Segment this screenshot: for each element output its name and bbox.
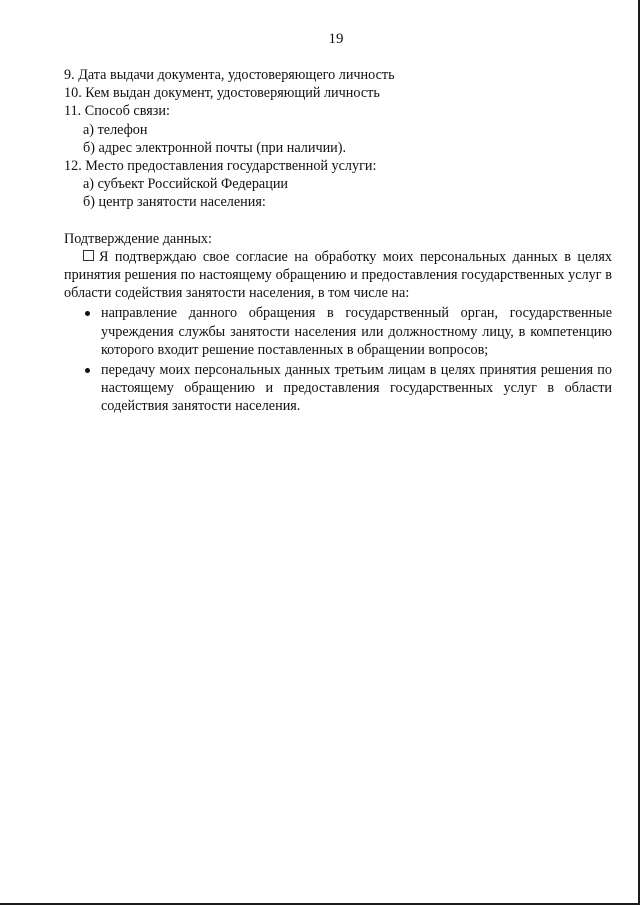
field-item-9: 9. Дата выдачи документа, удостоверяющего личность (64, 67, 395, 83)
consent-text: Я подтверждаю свое согласие на обработку моих персональных данных в целях принятия решения по настоящему обращению и предоставления государственных услуг в области содействия занятости населения, в том числе на: (64, 248, 612, 302)
bullet-icon (85, 368, 90, 373)
list-item (64, 361, 612, 416)
bullet-text: передачу моих персональных данных третьим лицам в целях принятия решения по настоящему обращению и предоставления государственных услуг в области содействия занятости населения. (101, 362, 612, 415)
field-item-11: 11. Способ связи: (64, 103, 170, 120)
field-item-11a: а) телефон (83, 121, 148, 138)
page-number: 19 (328, 31, 344, 47)
list-item (64, 304, 612, 359)
section-gap (64, 212, 612, 230)
field-item-12: 12. Место предоставления государственной услуги: (64, 158, 377, 175)
field-item-10: 10. Кем выдан документ, удостоверяющий личность (64, 85, 380, 102)
field-item-12a: а) субъект Российской Федерации (83, 176, 289, 193)
document-content (64, 66, 612, 418)
consent-bullet-list (64, 304, 612, 415)
consent-checkbox[interactable] (83, 250, 94, 261)
field-item-11b: б) адрес электронной почты (при наличии). (83, 139, 347, 156)
field-item-12b: б) центр занятости населения: (83, 194, 266, 211)
confirmation-heading: Подтверждение данных: (64, 230, 212, 247)
bullet-text: направление данного обращения в государственный орган, государственные учреждения службы занятости населения или должностному лицу, в компетенцию которого входит решение поставленных в обращении вопросов; (101, 305, 612, 358)
bullet-icon (85, 311, 90, 316)
consent-paragraph (64, 248, 612, 303)
